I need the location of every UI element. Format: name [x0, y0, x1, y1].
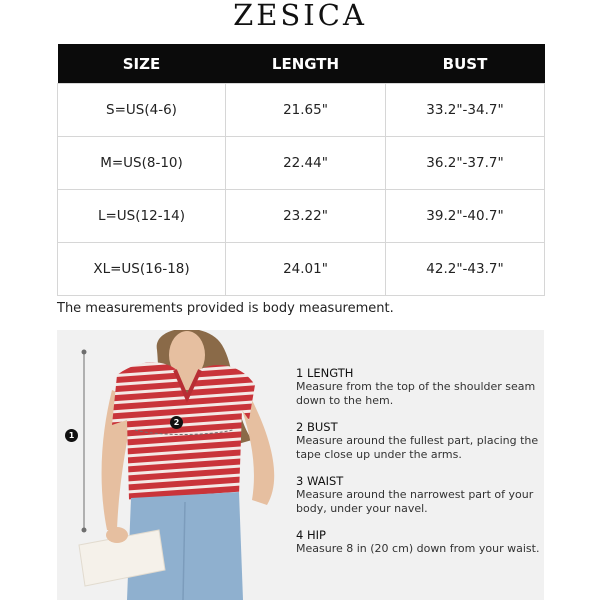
- length-cell: 22.44": [226, 137, 386, 190]
- size-chart-table: [57, 44, 545, 296]
- guide-item-length: [296, 366, 546, 408]
- size-cell: S=US(4-6): [58, 84, 226, 137]
- guide-desc: Measure around the fullest part, placing the tape close up under the arms.: [296, 434, 539, 461]
- guide-desc: Measure around the narrowest part of your body, under your navel.: [296, 488, 534, 515]
- guide-title: 3 WAIST: [296, 474, 344, 488]
- size-cell: L=US(12-14): [58, 190, 226, 243]
- length-cell: 24.01": [226, 243, 386, 296]
- table-header-row: [58, 44, 545, 84]
- bust-cell: 36.2"-37.7": [386, 137, 545, 190]
- guide-title: 1 LENGTH: [296, 366, 354, 380]
- guide-desc: Measure 8 in (20 cm) down from your waist.: [296, 542, 540, 555]
- bust-marker: 2: [170, 416, 183, 429]
- guide-desc: Measure from the top of the shoulder seam down to the hem.: [296, 380, 536, 407]
- length-cell: 21.65": [226, 84, 386, 137]
- guide-item-waist: [296, 474, 546, 516]
- size-cell: XL=US(16-18): [58, 243, 226, 296]
- table-row: [58, 190, 545, 243]
- size-cell: M=US(8-10): [58, 137, 226, 190]
- table-row: [58, 137, 545, 190]
- measurement-note: The measurements provided is body measurement.: [57, 301, 394, 316]
- bust-cell: 42.2"-43.7": [386, 243, 545, 296]
- measurement-guide: [296, 366, 546, 568]
- bust-cell: 33.2"-34.7": [386, 84, 545, 137]
- table-row: [58, 243, 545, 296]
- guide-item-hip: [296, 528, 546, 556]
- guide-title: 4 HIP: [296, 528, 326, 542]
- bust-cell: 39.2"-40.7": [386, 190, 545, 243]
- brand-logo: ZESICA: [233, 0, 367, 32]
- header-size: SIZE: [58, 44, 226, 84]
- guide-item-bust: [296, 420, 546, 462]
- length-marker: 1: [65, 429, 78, 442]
- header-length: LENGTH: [226, 44, 386, 84]
- guide-title: 2 BUST: [296, 420, 338, 434]
- table-row: [58, 84, 545, 137]
- length-cell: 23.22": [226, 190, 386, 243]
- header-bust: BUST: [386, 44, 545, 84]
